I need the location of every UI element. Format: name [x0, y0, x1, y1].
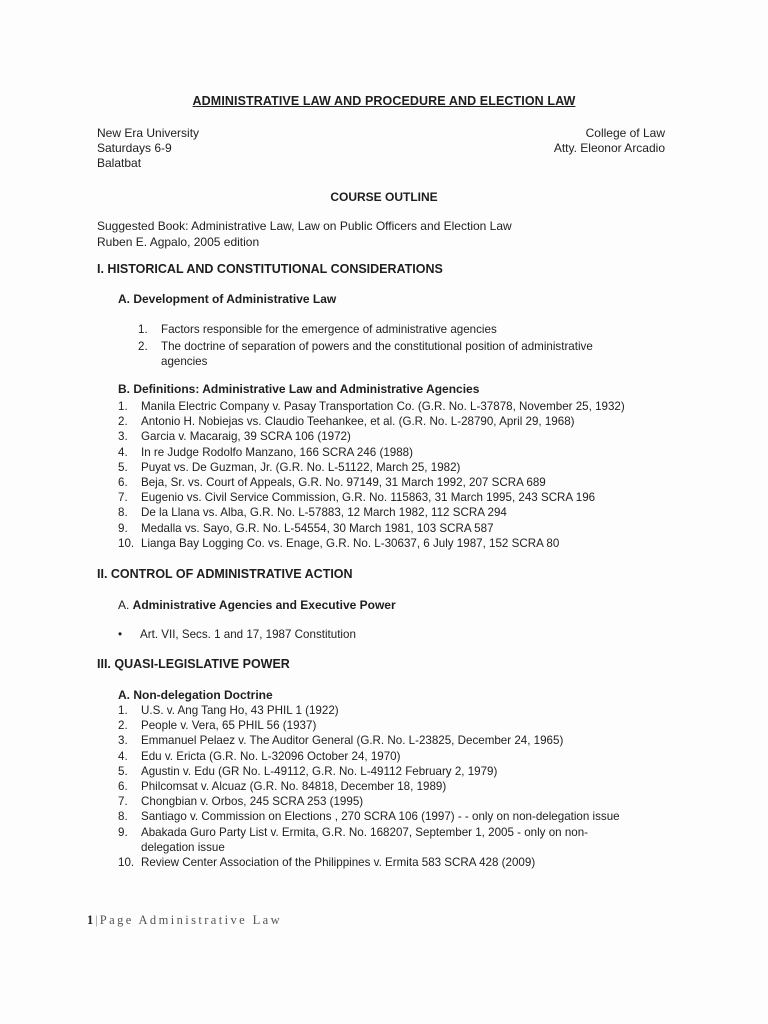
suggested-book [97, 218, 512, 250]
list-item [118, 505, 625, 520]
list-item-text: Review Center Association of the Philippines v. Ermita 583 SCRA 428 (2009) [141, 856, 536, 870]
list-item-number: 8. [118, 506, 128, 520]
page-footer [87, 913, 282, 928]
header-professor: Atty. Eleonor Arcadio [553, 141, 665, 155]
list-item [118, 779, 631, 794]
list-item-text: U.S. v. Ang Tang Ho, 43 PHIL 1 (1922) [141, 704, 339, 717]
list-item-text: Emmanuel Pelaez v. The Auditor General (G.R. No. L-23825, December 24, 1965) [141, 734, 564, 748]
header-college: College of Law [585, 126, 665, 140]
header-schedule: Saturdays 6-9 [97, 141, 172, 155]
footer-label: Page Administrative Law [99, 913, 283, 927]
section-3a-list [118, 703, 631, 870]
section-2a-heading: Administrative Agencies and Executive Power [132, 598, 396, 612]
list-item [118, 536, 625, 551]
list-item-number: 4. [118, 749, 128, 763]
list-item-text: De la Llana vs. Alba, G.R. No. L-57883, 12 March 1982, 112 SCRA 294 [141, 506, 507, 520]
list-item [118, 414, 625, 429]
list-item-text: Art. VII, Secs. 1 and 17, 1987 Constitution [140, 628, 356, 641]
header-left [97, 126, 199, 171]
list-item-number: 1. [118, 704, 128, 717]
list-item-text: The doctrine of separation of powers and the constitutional position of administrative agencies [161, 340, 593, 369]
header-location: Balatbat [97, 156, 142, 170]
document-title: ADMINISTRATIVE LAW AND PROCEDURE AND ELECTION LAW [192, 94, 576, 108]
list-item-text: Garcia v. Macaraig, 39 SCRA 106 (1972) [141, 430, 351, 444]
list-item-number: 3. [118, 734, 128, 748]
list-item-number: 9. [118, 825, 128, 839]
list-item-text: Agustin v. Edu (GR No. L-49112, G.R. No. L-49112 February 2, 1979) [141, 764, 498, 778]
header-university: New Era University [97, 126, 200, 140]
list-item-text: People v. Vera, 65 PHIL 56 (1937) [141, 719, 317, 733]
list-item-number: 7. [118, 491, 128, 505]
section-3a-heading: A. Non-delegation Doctrine [118, 688, 273, 702]
list-item-text: Beja, Sr. vs. Court of Appeals, G.R. No. 97149, 31 March 1992, 207 SCRA 689 [141, 476, 546, 490]
list-item-text: Antonio H. Nobiejas vs. Claudio Teehankee, et al. (G.R. No. L-28790, April 29, 1968) [141, 415, 575, 429]
list-item-text: Factors responsible for the emergence of administrative agencies [161, 323, 497, 336]
list-item [118, 794, 631, 809]
course-outline-title: COURSE OUTLINE [330, 190, 438, 204]
list-item-number: 2. [138, 340, 148, 354]
list-item-number: 2. [118, 719, 128, 733]
section-1a-list [138, 322, 608, 370]
section-1a-heading: A. Development of Administrative Law [118, 292, 337, 306]
footer-separator: | [95, 913, 98, 927]
section-2a-prefix: A. [118, 598, 133, 612]
bullet-icon: • [118, 628, 123, 641]
list-item [118, 809, 631, 824]
section-1b-heading: B. Definitions: Administrative Law and Administrative Agencies [118, 382, 480, 396]
list-item [118, 749, 631, 764]
list-item-number: 4. [118, 445, 128, 459]
list-item-number: 9. [118, 521, 128, 535]
list-item-number: 1. [118, 400, 128, 413]
list-item-text: Philcomsat v. Alcuaz (G.R. No. 84818, December 18, 1989) [141, 780, 447, 794]
list-item-text: Edu v. Ericta (G.R. No. L-32096 October 24, 1970) [141, 749, 401, 763]
list-item-number: 2. [118, 415, 128, 429]
list-item-number: 3. [118, 430, 128, 444]
list-item-text: Eugenio vs. Civil Service Commission, G.R. No. 115863, 31 March 1995, 243 SCRA 196 [141, 491, 596, 505]
list-item-text: Lianga Bay Logging Co. vs. Enage, G.R. No. L-30637, 6 July 1987, 152 SCRA 80 [141, 536, 560, 550]
list-item [118, 733, 631, 748]
list-item [118, 825, 631, 855]
section-2-heading: II. CONTROL OF ADMINISTRATIVE ACTION [97, 567, 353, 581]
list-item [118, 764, 631, 779]
list-item-text: Manila Electric Company v. Pasay Transportation Co. (G.R. No. L-37878, November 25, 1932) [141, 400, 625, 413]
list-item-number: 7. [118, 795, 128, 809]
list-item-text: Santiago v. Commission on Elections , 270 SCRA 106 (1997) - - only on non-delegation issue [141, 810, 620, 824]
list-item [118, 703, 631, 718]
page-number: 1 [87, 913, 94, 927]
list-item [118, 490, 625, 505]
list-item-number: 10. [118, 536, 135, 550]
list-item-number: 8. [118, 810, 128, 824]
suggested-book-title: Suggested Book: Administrative Law, Law on Public Officers and Election Law [97, 219, 512, 233]
list-item [118, 855, 631, 870]
list-item [118, 460, 625, 475]
section-1-heading: I. HISTORICAL AND CONSTITUTIONAL CONSIDERATIONS [97, 262, 443, 276]
section-2a-item [118, 628, 356, 641]
list-item [118, 429, 625, 444]
list-item-number: 6. [118, 780, 128, 794]
list-item-text: Abakada Guro Party List v. Ermita, G.R. No. 168207, September 1, 2005 - only on non-delegation issue [141, 825, 589, 854]
section-2a-heading-row [118, 598, 396, 612]
list-item [118, 718, 631, 733]
section-3-heading: III. QUASI-LEGISLATIVE POWER [97, 657, 290, 671]
list-item-text: Puyat vs. De Guzman, Jr. (G.R. No. L-51122, March 25, 1982) [141, 460, 461, 474]
list-item-text: Medalla vs. Sayo, G.R. No. L-54554, 30 March 1981, 103 SCRA 587 [141, 521, 494, 535]
list-item-number: 10. [118, 856, 135, 870]
list-item-number: 1. [138, 323, 148, 336]
list-item-number: 5. [118, 764, 128, 778]
header-right [425, 126, 665, 156]
list-item [118, 399, 625, 414]
list-item-number: 5. [118, 460, 128, 474]
suggested-book-author: Ruben E. Agpalo, 2005 edition [97, 235, 260, 249]
list-item-text: In re Judge Rodolfo Manzano, 166 SCRA 246 (1988) [141, 445, 413, 459]
list-item [138, 339, 608, 369]
list-item [138, 322, 608, 337]
list-item [118, 445, 625, 460]
list-item-text: Chongbian v. Orbos, 245 SCRA 253 (1995) [141, 795, 364, 809]
list-item-number: 6. [118, 476, 128, 490]
list-item [118, 521, 625, 536]
section-1b-list [118, 399, 625, 551]
list-item [118, 475, 625, 490]
